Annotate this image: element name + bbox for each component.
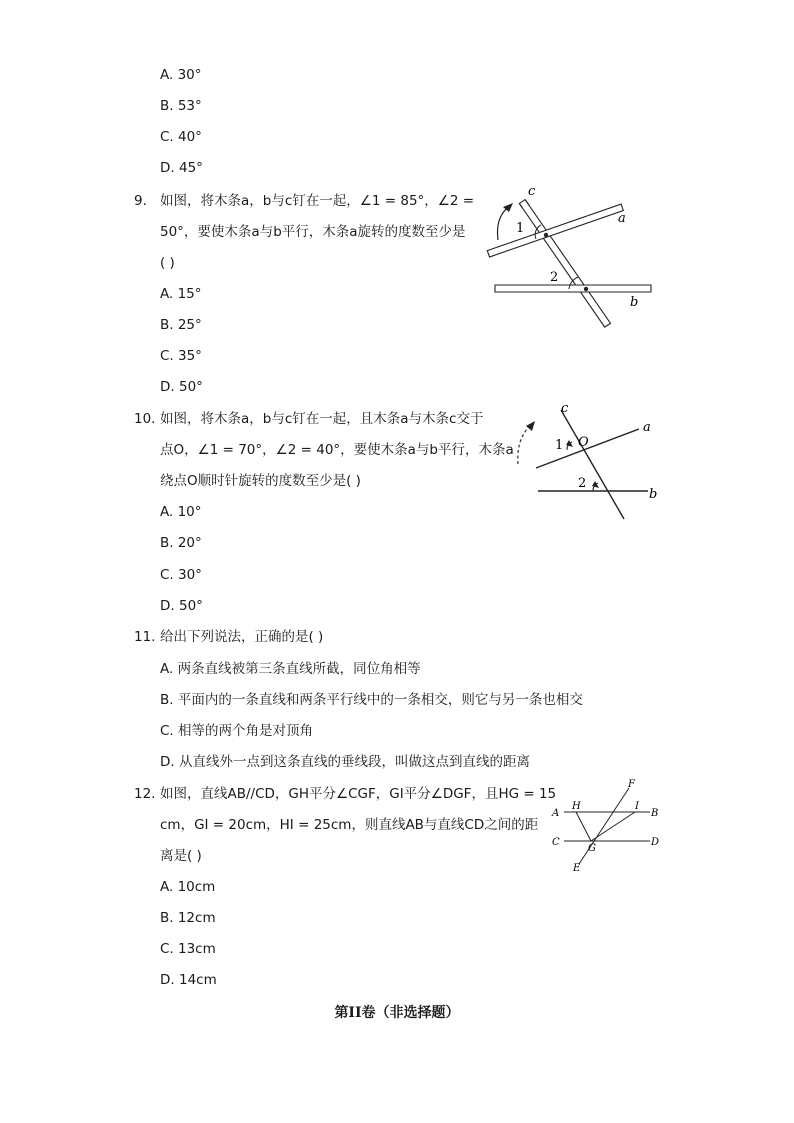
q9-label-a: a bbox=[618, 211, 626, 226]
q9-stick-b bbox=[495, 285, 651, 292]
q12-label-H: H bbox=[572, 801, 581, 812]
q11-option-b: B. 平面内的一条直线和两条平行线中的一条相交，则它与另一条也相交 bbox=[160, 692, 583, 708]
q12-label-I: I bbox=[635, 801, 639, 812]
q10-label-1: 1 bbox=[555, 438, 564, 453]
q11-option-d: D. 从直线外一点到这条直线的垂线段，叫做这点到直线的距离 bbox=[160, 754, 530, 770]
q10-label-c: c bbox=[561, 401, 569, 416]
q9-option-a: A. 15° bbox=[160, 286, 202, 302]
q12-stem-line2: cm，GI = 20cm，HI = 25cm，则直线AB与直线CD之间的距 bbox=[160, 817, 539, 833]
q12-label-B: B bbox=[651, 808, 659, 819]
q9-option-b: B. 25° bbox=[160, 317, 202, 333]
q11-option-c: C. 相等的两个角是对顶角 bbox=[160, 723, 314, 739]
q12-stem-line3: 离是( ) bbox=[160, 848, 202, 864]
q9-option-d: D. 50° bbox=[160, 379, 203, 395]
q10-label-a: a bbox=[643, 420, 651, 435]
q9-figure bbox=[480, 180, 660, 340]
prev-option-c: C. 40° bbox=[160, 129, 202, 145]
q10-option-c: C. 30° bbox=[160, 567, 202, 583]
q9-label-1: 1 bbox=[516, 221, 525, 236]
q9-stem-line3: ( ) bbox=[160, 255, 175, 271]
q12-line-ef bbox=[579, 788, 629, 864]
q12-number: 12. bbox=[134, 786, 156, 802]
q10-label-o: O bbox=[578, 435, 589, 450]
q11-stem: 给出下列说法，正确的是( ) bbox=[160, 629, 324, 645]
q9-label-b: b bbox=[630, 295, 639, 310]
q12-label-A: A bbox=[552, 808, 560, 819]
q12-figure bbox=[548, 776, 668, 876]
q12-label-D: D bbox=[651, 837, 660, 848]
section-title: 第II卷（非选择题） bbox=[334, 1005, 460, 1021]
prev-option-d: D. 45° bbox=[160, 160, 203, 176]
q10-stem-line1: 如图，将木条a，b与c钉在一起，且木条a与木条c交于 bbox=[160, 411, 484, 427]
q9-stem-line2: 50°，要使木条a与b平行，木条a旋转的度数至少是 bbox=[160, 224, 466, 240]
q12-option-b: B. 12cm bbox=[160, 910, 216, 926]
q12-segment-gh bbox=[576, 812, 591, 841]
q9-number: 9. bbox=[134, 193, 147, 209]
q10-label-2: 2 bbox=[578, 476, 587, 491]
q10-option-d: D. 50° bbox=[160, 598, 203, 614]
prev-option-b: B. 53° bbox=[160, 98, 202, 114]
q10-stem-line3: 绕点O顺时针旋转的度数至少是( ) bbox=[160, 473, 361, 489]
q12-stem-line1: 如图，直线AB//CD，GH平分∠CGF，GI平分∠DGF，且HG = 15 bbox=[160, 786, 557, 802]
q10-figure bbox=[505, 398, 670, 526]
q12-label-F: F bbox=[628, 779, 635, 790]
q12-label-E: E bbox=[573, 863, 581, 874]
prev-option-a: A. 30° bbox=[160, 67, 202, 83]
q12-segment-gi bbox=[591, 812, 635, 841]
q9-label-c: c bbox=[528, 184, 536, 199]
q11-option-a: A. 两条直线被第三条直线所截，同位角相等 bbox=[160, 661, 421, 677]
q9-option-c: C. 35° bbox=[160, 348, 202, 364]
q10-number: 10. bbox=[134, 411, 156, 427]
q9-label-2: 2 bbox=[550, 270, 559, 285]
q12-option-c: C. 13cm bbox=[160, 941, 216, 957]
q12-option-a: A. 10cm bbox=[160, 879, 216, 895]
q9-stem-line1: 如图，将木条a，b与c钉在一起，∠1 = 85°，∠2 = bbox=[160, 193, 475, 209]
q10-line-c bbox=[561, 410, 624, 519]
q12-label-C: C bbox=[552, 837, 560, 848]
q12-option-d: D. 14cm bbox=[160, 972, 217, 988]
q11-number: 11. bbox=[134, 629, 156, 645]
q10-stem-line2: 点O，∠1 = 70°，∠2 = 40°，要使木条a与b平行，木条a bbox=[160, 442, 514, 458]
q10-label-b: b bbox=[649, 487, 658, 502]
q10-option-a: A. 10° bbox=[160, 504, 202, 520]
q10-option-b: B. 20° bbox=[160, 535, 202, 551]
q12-label-G: G bbox=[588, 843, 596, 854]
